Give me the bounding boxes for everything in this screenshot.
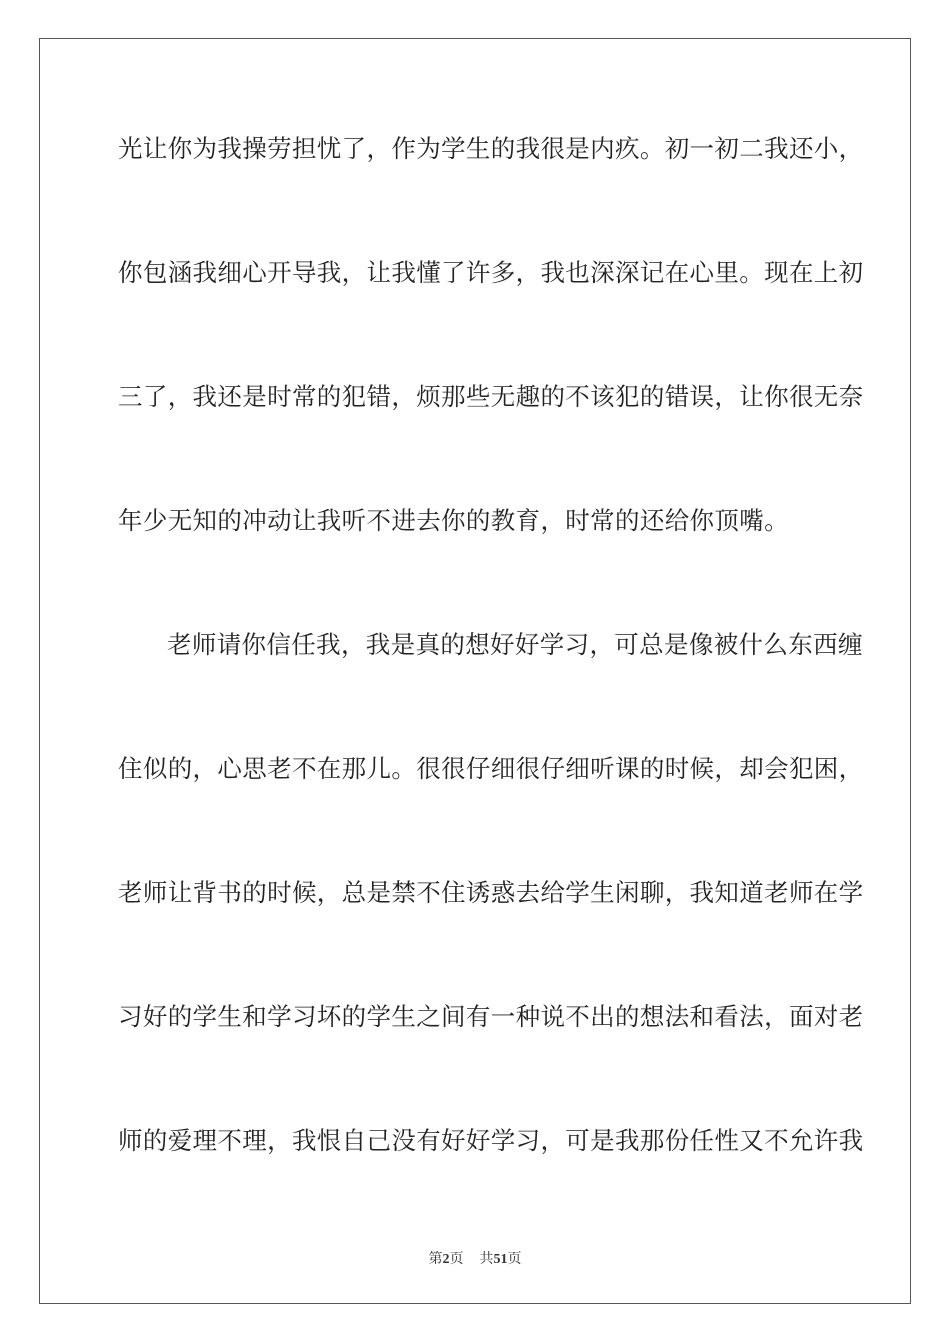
document-body xyxy=(118,124,864,1240)
total-prefix: 共 xyxy=(479,1251,494,1267)
page-prefix: 第 xyxy=(428,1251,443,1267)
text-line: 住似的，心思老不在那儿。很很仔细很仔细听课的时候，却会犯困， xyxy=(118,754,864,783)
paragraph-start-line: 老师请你信任我，我是真的想好好学习，可总是像被什么东西缠 xyxy=(167,630,863,659)
text-line: 你包涵我细心开导我，让我懂了许多，我也深深记在心里。现在上初 xyxy=(118,258,864,287)
page-suffix: 页 xyxy=(449,1251,464,1267)
text-line: 老师让背书的时候，总是禁不住诱惑去给学生闲聊，我知道老师在学 xyxy=(118,878,864,907)
total-suffix: 页 xyxy=(507,1251,522,1267)
text-line: 师的爱理不理，我恨自己没有好好学习，可是我那份任性又不允许我 xyxy=(118,1126,864,1155)
text-line: 三了，我还是时常的犯错，烦那些无趣的不该犯的错误，让你很无奈 xyxy=(118,382,864,411)
page-footer xyxy=(0,1248,950,1268)
text-line: 光让你为我操劳担忧了，作为学生的我很是内疚。初一初二我还小， xyxy=(118,134,864,163)
current-page-number: 2 xyxy=(442,1252,450,1267)
text-line: 习好的学生和学习坏的学生之间有一种说不出的想法和看法，面对老 xyxy=(118,1002,864,1031)
total-pages-number: 51 xyxy=(493,1252,508,1267)
text-line: 年少无知的冲动让我听不进去你的教育，时常的还给你顶嘴。 xyxy=(118,506,789,535)
